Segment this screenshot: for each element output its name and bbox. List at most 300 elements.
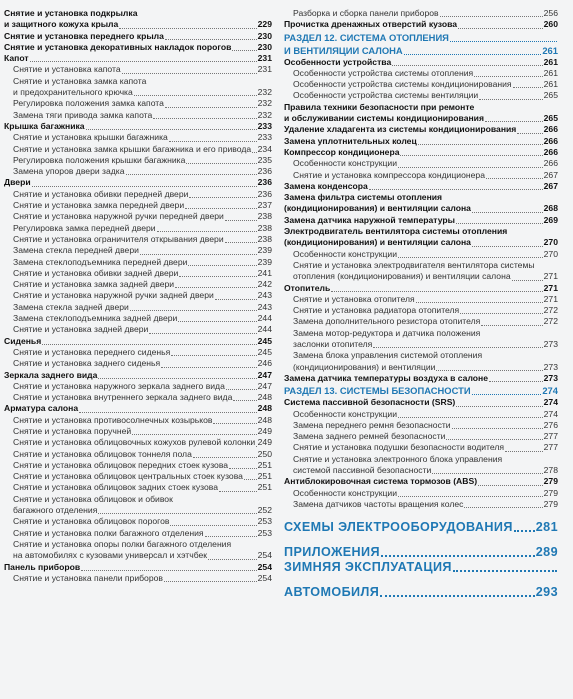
toc-entry-page: 273	[543, 339, 558, 350]
toc-entry	[284, 90, 558, 101]
toc-entry	[284, 57, 558, 68]
toc-entry-page: 231	[257, 64, 272, 75]
toc-entry-title: Снятие и установка полки багажного отделения	[13, 527, 204, 538]
toc-entry	[284, 215, 558, 226]
toc-entry-page: 266	[543, 135, 558, 146]
leader-dots	[98, 370, 256, 379]
toc-entry	[4, 562, 272, 573]
leader-dots	[512, 272, 543, 281]
toc-entry-page: 279	[543, 498, 558, 509]
leader-dots	[130, 302, 257, 311]
toc-entry-title: Снятие и установка переднего сиденья	[13, 346, 171, 357]
toc-entry-page: 261	[543, 67, 558, 78]
leader-dots	[165, 99, 257, 108]
toc-entry	[284, 19, 558, 30]
toc-entry-page: 238	[257, 211, 272, 222]
toc-entry-title: Замена датчика наружной температуры	[284, 214, 455, 225]
toc-entry-title: ЗИМНЯЯ ЭКСПЛУАТАЦИЯ	[284, 560, 452, 575]
leader-dots	[213, 415, 256, 424]
toc-entry-title: заслонки отопителя	[293, 339, 373, 350]
toc-entry-title: Снятие и установка облицовочных кожухов рулевой колонки	[13, 437, 256, 448]
toc-entry-page: 242	[257, 279, 272, 290]
leader-dots	[161, 359, 256, 368]
toc-entry-title: Особенности устройства системы отопления	[293, 67, 474, 78]
toc-entry-title: Снятие и установка подушки безопасности водителя	[293, 442, 505, 453]
toc-entry	[4, 279, 272, 290]
leader-dots	[157, 223, 257, 232]
leader-dots	[233, 392, 256, 401]
toc-entry	[4, 460, 272, 471]
toc-entry	[284, 465, 558, 476]
toc-entry	[4, 166, 272, 177]
toc-entry-title: Снятие и установка замка передней двери	[13, 200, 185, 211]
toc-entry	[4, 87, 272, 98]
toc-entry	[4, 290, 272, 301]
leader-dots	[229, 460, 257, 469]
toc-entry-title: Снятие и установка обивки задней двери	[13, 267, 179, 278]
toc-entry-title: Замена упоров двери задка	[13, 166, 125, 177]
toc-entry	[284, 147, 558, 158]
toc-entry-page: 252	[257, 505, 272, 516]
leader-dots	[126, 166, 257, 175]
toc-entry	[4, 132, 272, 143]
leader-dots	[205, 528, 257, 537]
toc-entry-title: Замена заднего ремней безопасности	[293, 431, 446, 442]
leader-dots	[30, 53, 257, 62]
leader-dots	[189, 189, 256, 198]
toc-entry	[284, 102, 558, 113]
toc-entry-title: Особенности конструкции	[293, 248, 398, 259]
leader-dots	[478, 477, 543, 486]
toc-entry	[284, 136, 558, 147]
toc-entry-page: 279	[543, 487, 558, 498]
toc-entry	[4, 8, 272, 19]
leader-dots	[416, 294, 543, 303]
toc-entry-title: Снятие и установка электронного блока управления	[293, 453, 503, 464]
toc-entry-page: 248	[257, 403, 272, 414]
toc-entry	[4, 370, 272, 381]
leader-dots	[232, 540, 271, 548]
toc-entry-page: 233	[257, 132, 272, 143]
leader-dots	[164, 573, 257, 582]
leader-dots	[458, 20, 543, 29]
toc-entry-title: Снятие и установка внутреннего зеркала заднего вида	[13, 392, 233, 403]
toc-entry-page: 274	[543, 397, 558, 408]
leader-dots	[481, 329, 557, 337]
leader-dots	[226, 381, 257, 390]
toc-entry-title: Замена мотор-редуктора и датчика положения	[293, 327, 481, 338]
toc-entry-title: Снятие и установка декоративных накладок порогов	[4, 41, 232, 52]
toc-entry	[284, 385, 558, 397]
toc-entry-title: Особенности устройства системы вентиляции	[293, 90, 479, 101]
leader-dots	[193, 449, 257, 458]
toc-entry	[4, 234, 272, 245]
toc-entry	[284, 560, 558, 575]
toc-entry-page: 232	[257, 98, 272, 109]
toc-entry-title: Снятие и установка переднего крыла	[4, 30, 164, 41]
leader-dots	[232, 42, 256, 51]
toc-entry-title: Снятие и установка отопителя	[293, 293, 415, 304]
toc-entry	[4, 200, 272, 211]
toc-entry-title: Снятие и установка наружной ручки задней двери	[13, 290, 214, 301]
toc-entry	[284, 545, 558, 560]
leader-dots	[452, 420, 543, 429]
leader-dots	[149, 325, 256, 334]
toc-entry-title: Отопитель	[284, 282, 331, 293]
toc-entry-page: 272	[543, 316, 558, 327]
toc-entry-title: Снятие и установка ограничителя открывания двери	[13, 233, 224, 244]
leader-dots	[369, 181, 543, 190]
toc-entry-page: 245	[257, 346, 272, 357]
toc-entry	[4, 189, 272, 200]
leader-dots	[178, 313, 256, 322]
toc-entry	[4, 403, 272, 414]
toc-entry	[284, 585, 558, 600]
toc-entry	[4, 358, 272, 369]
toc-entry-page: 267	[543, 180, 558, 191]
leader-dots	[474, 68, 542, 77]
toc-entry-title: Арматура салона	[4, 403, 79, 414]
toc-entry-page: 267	[543, 169, 558, 180]
toc-entry	[284, 373, 558, 384]
toc-entry-page: 229	[257, 19, 272, 30]
leader-dots	[244, 471, 257, 480]
toc-entry-page: 238	[257, 233, 272, 244]
toc-entry	[284, 260, 558, 271]
leader-dots	[400, 147, 542, 156]
toc-entry-page: 273	[543, 372, 558, 383]
toc-entry-page: 251	[257, 482, 272, 493]
toc-entry-page: 281	[535, 520, 558, 535]
toc-entry	[284, 397, 558, 408]
leader-dots	[479, 91, 542, 100]
leader-dots	[79, 404, 257, 413]
toc-entry	[284, 45, 558, 57]
toc-entry	[4, 573, 272, 584]
toc-entry	[4, 155, 272, 166]
toc-entry-title: Снятие и установка опоры полки багажного отделения	[13, 538, 232, 549]
leader-dots	[489, 373, 543, 382]
toc-entry-page: 230	[257, 30, 272, 41]
toc-entry-page: 271	[543, 293, 558, 304]
leader-dots	[464, 499, 542, 508]
toc-entry-page: 271	[543, 271, 558, 282]
toc-entry-title: Зеркала заднего вида	[4, 369, 98, 380]
toc-entry	[284, 431, 558, 442]
leader-dots	[81, 562, 257, 571]
toc-entry-page: 250	[257, 448, 272, 459]
toc-entry-page: 269	[543, 214, 558, 225]
toc-entry-title: Замена датчика температуры воздуха в салоне	[284, 372, 489, 383]
toc-entry-page: 234	[257, 143, 272, 154]
toc-entry-page: 261	[543, 79, 558, 90]
toc-entry-page: 249	[257, 437, 272, 448]
leader-dots	[98, 505, 256, 514]
toc-entry-page: 249	[257, 425, 272, 436]
leader-dots	[380, 585, 535, 597]
toc-entry	[4, 449, 272, 460]
toc-entry-page: 277	[543, 431, 558, 442]
toc-entry	[284, 249, 558, 260]
toc-entry-title: Особенности устройства системы кондиционирования	[293, 79, 512, 90]
toc-entry	[4, 324, 272, 335]
toc-entry-title: И ВЕНТИЛЯЦИИ САЛОНА	[284, 44, 403, 56]
toc-entry	[4, 76, 272, 87]
toc-entry-page: 239	[257, 256, 272, 267]
toc-entry	[4, 392, 272, 403]
leader-dots	[165, 31, 257, 40]
toc-entry-title: Снятие и установка капота	[13, 64, 121, 75]
toc-entry	[4, 245, 272, 256]
leader-dots	[219, 483, 257, 492]
toc-entry-title: Крышка багажника	[4, 120, 85, 131]
toc-entry-page: 254	[257, 572, 272, 583]
toc-entry	[4, 302, 272, 313]
toc-entry	[4, 257, 272, 268]
toc-entry	[4, 336, 272, 347]
toc-entry-title: Снятие и установка облицовок порогов	[13, 516, 170, 527]
toc-entry-page: 274	[542, 385, 558, 397]
toc-entry-title: отопления (кондиционирования) и вентиляции салона	[293, 271, 511, 282]
toc-entry-page: 274	[543, 408, 558, 419]
toc-entry-page: 265	[543, 113, 558, 124]
toc-entry-title: Снятие и установка облицовок центральных стоек кузова	[13, 471, 243, 482]
toc-entry-title: Снятие и установка подкрылка	[4, 8, 138, 18]
toc-entry-title: Антиблокировочная система тормозов (ABS)	[284, 476, 478, 487]
toc-entry	[284, 420, 558, 431]
leader-dots	[169, 133, 257, 142]
toc-entry-title: Регулировка положения крышки багажника	[13, 154, 186, 165]
toc-entry-title: Снятие и установка облицовок и обивок	[13, 493, 173, 504]
toc-entry	[284, 124, 558, 135]
leader-dots	[475, 103, 557, 111]
leader-dots	[185, 200, 257, 209]
toc-entry	[4, 539, 272, 550]
toc-entry	[284, 362, 558, 373]
leader-dots	[179, 268, 256, 277]
toc-right-column	[284, 8, 558, 600]
toc-entry-page: 271	[543, 282, 558, 293]
toc-entry-title: Снятие и установка обивки передней двери	[13, 188, 189, 199]
toc-entry-title: Снятие и установка поручней	[13, 425, 132, 436]
toc-entry-page: 278	[543, 464, 558, 475]
leader-dots	[42, 336, 256, 345]
toc-entry	[4, 505, 272, 516]
toc-entry-title: Особенности устройства	[284, 56, 392, 67]
toc-entry-page: 237	[257, 200, 272, 211]
toc-entry	[4, 223, 272, 234]
leader-dots	[170, 517, 256, 526]
leader-dots	[456, 215, 543, 224]
leader-dots	[138, 9, 271, 17]
toc-entry-title: Снятие и установка замка задней двери	[13, 279, 175, 290]
toc-entry-page: 247	[257, 380, 272, 391]
toc-entry-page: 244	[257, 324, 272, 335]
toc-entry	[4, 528, 272, 539]
toc-entry	[284, 316, 558, 327]
leader-dots	[252, 144, 257, 153]
toc-entry-page: 279	[543, 476, 558, 487]
toc-entry	[284, 409, 558, 420]
toc-entry	[284, 8, 558, 19]
toc-entry-title: Снятие и установка облицовок передних стоек кузова	[13, 459, 229, 470]
leader-dots	[446, 431, 542, 440]
toc-entry	[4, 144, 272, 155]
toc-entry-title: Разборка и сборка панели приборов	[293, 8, 439, 18]
toc-entry-title: СХЕМЫ ЭЛЕКТРООБОРУДОВАНИЯ	[284, 520, 513, 535]
toc-entry-title: Компрессор кондиционера	[284, 146, 400, 157]
toc-entry-page: 243	[257, 301, 272, 312]
leader-dots	[225, 234, 257, 243]
toc-entry	[284, 454, 558, 465]
leader-dots	[331, 283, 542, 292]
toc-entry-title: Снятие и установка облицовок задних стоек кузова	[13, 482, 218, 493]
leader-dots	[472, 386, 542, 395]
toc-entry	[284, 305, 558, 316]
leader-dots	[440, 8, 543, 17]
toc-entry-title: Замена стекла передней двери	[13, 245, 139, 256]
toc-entry-title: Замена фильтра системы отопления	[284, 192, 443, 203]
toc-left-column	[4, 8, 272, 584]
toc-entry	[4, 121, 272, 132]
leader-dots	[472, 238, 543, 247]
toc-entry	[284, 488, 558, 499]
leader-dots	[122, 65, 257, 74]
toc-entry-title: Замена стеклоподъемника передней двери	[13, 256, 188, 267]
toc-entry-page: 253	[257, 516, 272, 527]
toc-entry-title: Замена дополнительного резистора отопителя	[293, 316, 481, 327]
toc-entry-page: 266	[543, 124, 558, 135]
leader-dots	[32, 178, 257, 187]
leader-dots	[460, 305, 542, 314]
leader-dots	[398, 159, 543, 168]
leader-dots	[536, 261, 557, 269]
leader-dots	[225, 212, 257, 221]
toc-entry-title: Система пассивной безопасности (SRS)	[284, 397, 456, 408]
toc-entry	[284, 170, 558, 181]
toc-entry-page: 251	[257, 459, 272, 470]
toc-entry	[284, 442, 558, 453]
toc-entry-title: РАЗДЕЛ 12. СИСТЕМА ОТОПЛЕНИЯ	[284, 31, 449, 43]
toc-entry-title: АВТОМОБИЛЯ	[284, 585, 380, 600]
toc-entry-page: 241	[257, 267, 272, 278]
toc-entry-page: 260	[543, 19, 558, 30]
toc-entry	[284, 499, 558, 510]
toc-entry	[4, 211, 272, 222]
leader-dots	[404, 46, 542, 55]
toc-entry-title: Снятие и установка электродвигателя вентилятора системы	[293, 259, 535, 270]
leader-dots	[392, 57, 542, 66]
toc-entry-title: Замена тяги привода замка капота	[13, 109, 153, 120]
toc-entry-title: на автомобилях с кузовами универсал и хэтчбек	[13, 550, 208, 561]
leader-dots	[132, 426, 256, 435]
toc-entry-page: 272	[543, 305, 558, 316]
leader-dots	[513, 79, 543, 88]
toc-entry	[4, 437, 272, 448]
toc-entry-title: и предохранительного крючка	[13, 87, 133, 98]
toc-entry-title: Замена переднего ремня безопасности	[293, 419, 451, 430]
toc-entry-title: Замена уплотнительных колец	[284, 135, 417, 146]
leader-dots	[381, 545, 535, 557]
toc-entry-page: 251	[257, 471, 272, 482]
leader-dots	[481, 317, 542, 326]
toc-entry-page: 265	[543, 90, 558, 101]
toc-entry-page: 273	[543, 361, 558, 372]
leader-dots	[418, 136, 543, 145]
toc-entry-title: Удаление хладагента из системы кондиционирования	[284, 124, 517, 135]
toc-entry	[284, 283, 558, 294]
leader-dots	[486, 170, 543, 179]
leader-dots	[517, 125, 542, 134]
leader-dots	[373, 339, 542, 348]
leader-dots	[508, 227, 557, 235]
toc-entry-title: Снятие и установка радиатора отопителя	[293, 305, 460, 316]
toc-entry	[284, 68, 558, 79]
toc-entry-title: Сиденья	[4, 335, 42, 346]
toc-entry-title: Особенности конструкции	[293, 487, 398, 498]
toc-entry-page: 232	[257, 109, 272, 120]
toc-entry-title: Снятие и установка облицовок тоннеля пола	[13, 448, 192, 459]
toc-entry	[4, 426, 272, 437]
toc-entry-page: 246	[257, 358, 272, 369]
toc-entry	[284, 294, 558, 305]
toc-entry-title: Снятие и установка панели приборов	[13, 572, 163, 583]
toc-entry	[284, 271, 558, 282]
toc-entry	[4, 64, 272, 75]
toc-entry-page: 233	[257, 120, 272, 131]
toc-entry	[284, 79, 558, 90]
toc-entry-title: Регулировка замка передней двери	[13, 222, 156, 233]
toc-entry-title: Замена датчиков частоты вращения колес	[293, 498, 464, 509]
toc-entry-page: 238	[257, 222, 272, 233]
toc-entry-page: 236	[257, 166, 272, 177]
leader-dots	[472, 204, 543, 213]
toc-entry-title: Снятие и установка наружного зеркала заднего вида	[13, 380, 225, 391]
toc-entry-page: 276	[543, 419, 558, 430]
toc-entry-page: 236	[257, 188, 272, 199]
leader-dots	[436, 362, 542, 371]
toc-entry	[4, 98, 272, 109]
leader-dots	[186, 155, 256, 164]
leader-dots	[483, 352, 557, 360]
toc-entry-page: 270	[543, 237, 558, 248]
toc-entry	[284, 192, 558, 203]
toc-entry-title: Снятие и установка противосолнечных козырьков	[13, 414, 213, 425]
toc-entry	[4, 31, 272, 42]
leader-dots	[171, 347, 256, 356]
toc-entry	[4, 347, 272, 358]
toc-entry-title: Особенности конструкции	[293, 408, 398, 419]
toc-entry-title: Особенности конструкции	[293, 158, 398, 169]
toc-entry-title: Замена стеклоподъемника задней двери	[13, 313, 178, 324]
toc-entry-title: (кондиционирования) и вентиляции	[293, 361, 436, 372]
leader-dots	[485, 113, 543, 122]
toc-entry-title: Снятие и установка замка крышки багажника и его привода	[13, 143, 252, 154]
leader-dots	[188, 257, 256, 266]
toc-entry	[4, 42, 272, 53]
toc-entry-page: 254	[257, 550, 272, 561]
toc-entry-page: 261	[543, 56, 558, 67]
toc-entry-page: 239	[257, 245, 272, 256]
toc-entry-title: Прочистка дренажных отверстий кузова	[284, 19, 458, 30]
toc-entry-page: 231	[257, 53, 272, 64]
toc-entry-page: 236	[257, 177, 272, 188]
toc-entry	[284, 350, 558, 361]
toc-entry-page: 293	[535, 585, 558, 600]
toc-entry-title: Замена стекла задней двери	[13, 301, 129, 312]
toc-entry-title: Регулировка положения замка капота	[13, 98, 164, 109]
toc-entry-title: Снятие и установка наружной ручки передней двери	[13, 211, 224, 222]
